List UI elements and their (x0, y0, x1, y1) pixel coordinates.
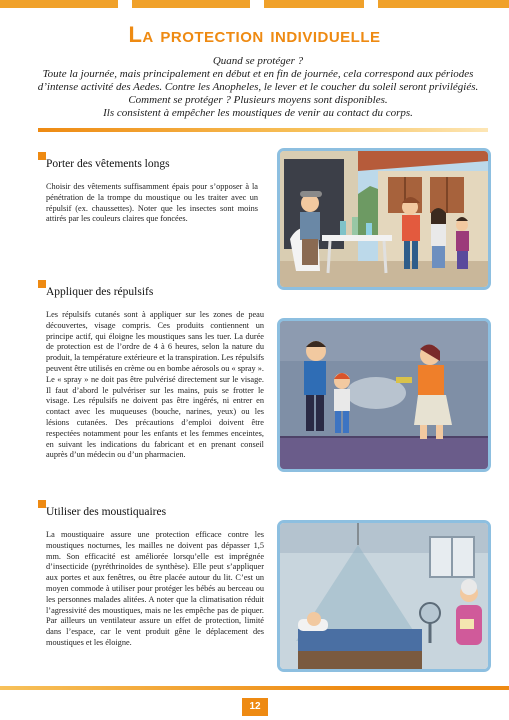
section-title-repellents: Appliquer des répulsifs (46, 286, 154, 298)
top-bar-4 (378, 0, 509, 8)
intro-answer-when: Toute la journée, mais principalement en début et en fin de journée, cela correspond aux périodes d’intense activité des Aedes. Contre les Anopheles, le lever et le coucher du soleil seront privilégiés. (37, 68, 479, 93)
section-text-clothes: Choisir des vêtements suffisamment épais pour s’opposer à la pénétration de la trompe du moustique ou les traiter avec un répulsif (ex. chaussettes). Noter que les insectes sont moins attirés par les couleurs claires que foncées. (46, 182, 258, 224)
spray-repellent-illustration (280, 321, 488, 469)
section-marker-clothes (38, 152, 46, 160)
mosquito-net-illustration (280, 523, 488, 669)
section-marker-nets (38, 500, 46, 508)
intro-answer-how: Ils consistent à empêcher les moustiques de venir au contact du corps. (103, 107, 413, 119)
section-text-repellents: Les répulsifs cutanés sont à appliquer sur les zones de peau découvertes, visage compris. Ces produits contiennent un principe actif, qui éloigne les moustiques sans les tuer. La durée de protection est de l’ordre de 4 à 6 heures, selon la nature du produit, la température extérieure et la transpiration. Les répulsifs peuvent être utilisés en crème ou en bombe aérosols ou « spray ». Le « spray » ne doit pas être pulvérisé directement sur le visage. Il faut d’abord le pulvériser sur les mains, puis se frotter le visage. Les répulsifs ne doivent pas être ingérés, ni entrer en contact avec les muqueuses (bouche, narines, yeux) ou les lésions cutanées. Des précautions d’emploi doivent être respectées notamment pour les enfants et les femmes enceintes, en suivant les indications du fabricant et en prenant conseil auprès d’un médecin ou d’un pharmacien. (46, 310, 264, 460)
section-marker-repellents (38, 280, 46, 288)
illustration-repellents (277, 318, 491, 472)
top-bar-1 (0, 0, 118, 8)
page-title: La protection individuelle (128, 22, 381, 47)
intro-block (28, 55, 488, 120)
intro-separator (38, 128, 488, 132)
family-terrace-illustration (280, 151, 488, 287)
section-text-nets: La moustiquaire assure une protection efficace contre les moustiques nocturnes, les mailles ne doivent pas dépasser 1,5 mm. Son efficacité est améliorée lorsqu’elle est imprégnée d’insecticide (pyréthrinoïdes de synthèse). Elle peut s’appliquer aux portes et aux fenêtres, ou être placée autour du lit. C’est un moyen commode à utiliser pour protéger les bébés au berceau ou les personnes malades alitées. A noter que la climatisation réduit l’agressivité des moustiques, mais ne les empêche pas de piquer. Par ailleurs un ventilateur assure un effet de protection, limité dans l’espace, car le vent produit gêne le déplacement des moustiques et les éloigne. (46, 530, 264, 647)
intro-question-when: Quand se protéger ? (212, 55, 304, 67)
section-title-clothes: Porter des vêtements longs (46, 158, 170, 170)
section-title-nets: Utiliser des moustiquaires (46, 506, 167, 518)
top-bar-2 (132, 0, 250, 8)
intro-question-how: Comment se protéger ? Plusieurs moyens sont disponibles. (128, 94, 388, 106)
illustration-nets (277, 520, 491, 672)
top-bar-3 (264, 0, 364, 8)
illustration-clothes (277, 148, 491, 290)
page-number: 12 (242, 698, 268, 716)
footer-bar (0, 686, 509, 690)
